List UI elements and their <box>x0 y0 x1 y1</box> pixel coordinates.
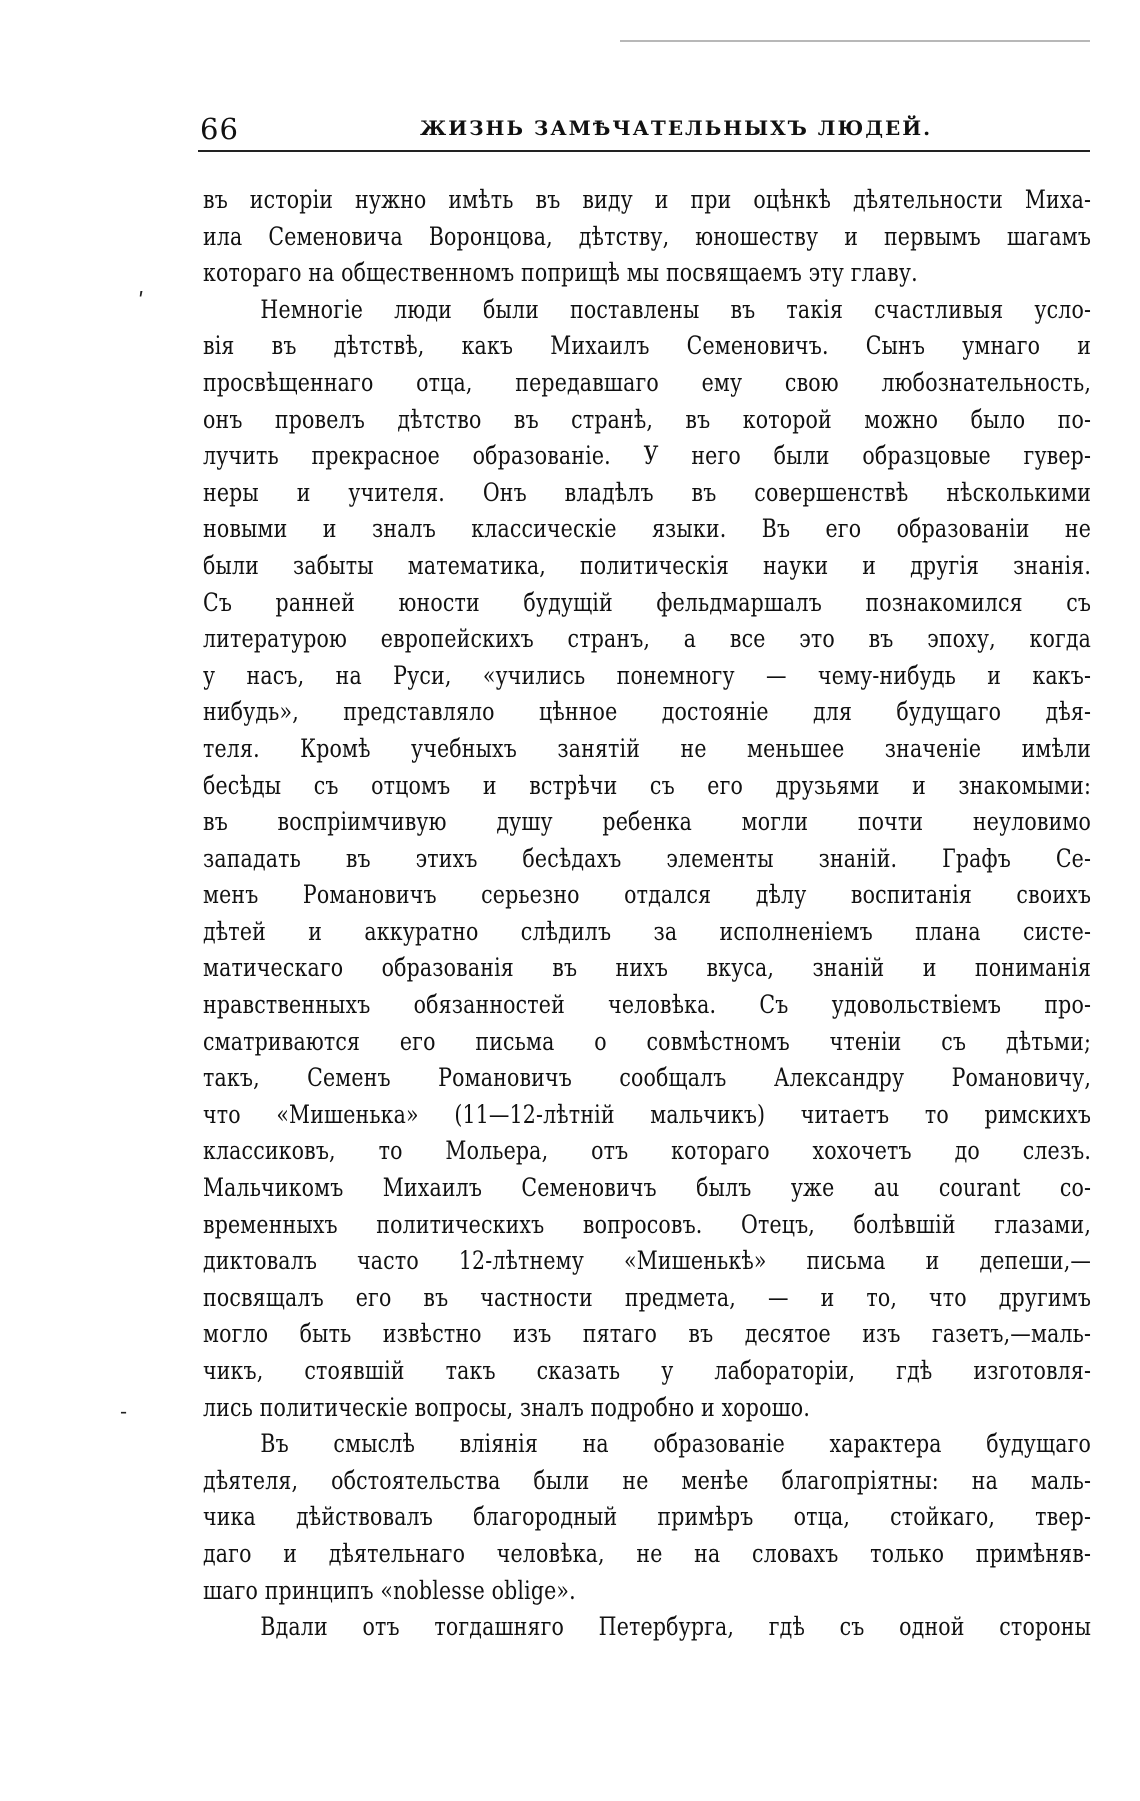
text-line: чика дѣйствовалъ благородный примѣръ отца, стойкаго, твер- <box>203 1502 1092 1532</box>
text-line: въ воспріимчивую душу ребенка могли почти неуловимо <box>203 807 1092 837</box>
text-line: посвящалъ его въ частности предмета, — и то, что другимъ <box>203 1282 1092 1312</box>
text-line: лись политическіе вопросы, зналъ подробно и хорошо. <box>203 1392 811 1422</box>
text-line: могло быть извѣстно изъ пятаго въ десятое изъ газетъ,—маль- <box>203 1319 1092 1349</box>
text-line: дѣятеля, обстоятельства были не менѣе благопріятны: на маль- <box>203 1465 1092 1495</box>
text-line: онъ провелъ дѣтство въ странѣ, въ которой можно было по- <box>203 404 1092 434</box>
text-line: временныхъ политическихъ вопросовъ. Отецъ, болѣвшій глазами, <box>203 1209 1092 1239</box>
text-line: что «Мишенька» (11—12-лѣтній мальчикъ) читаетъ то римскихъ <box>203 1099 1092 1129</box>
text-line: теля. Кромѣ учебныхъ занятій не меньшее значеніе имѣли <box>203 733 1092 763</box>
body-text <box>203 182 1091 1646</box>
text-line: неры и учителя. Онъ владѣлъ въ совершенствѣ нѣсколькими <box>203 477 1092 507</box>
text-line: нравственныхъ обязанностей человѣка. Съ удовольствіемъ про- <box>203 990 1092 1020</box>
text-line: лучить прекрасное образованіе. У него были образцовые гувер- <box>203 441 1092 471</box>
text-line: сматриваются его письма о совмѣстномъ чтеніи съ дѣтьми; <box>203 1026 1092 1056</box>
text-line: нибудь», представляло цѣнное достояніе для будущаго дѣя- <box>203 697 1092 727</box>
text-line: бесѣды съ отцомъ и встрѣчи съ его друзьями и знакомыми: <box>203 770 1092 800</box>
paragraph-start-line: Вдали отъ тогдашняго Петербурга, гдѣ съ одной стороны <box>260 1612 1092 1642</box>
header-rule <box>198 150 1090 152</box>
text-line: были забыты математика, политическія науки и другія знанія. <box>203 550 1092 580</box>
text-line: у насъ, на Руси, «учились понемногу — чему-нибудь и какъ- <box>203 660 1092 690</box>
text-line: новыми и зналъ классическіе языки. Въ его образованіи не <box>203 514 1092 544</box>
text-line: матическаго образованія въ нихъ вкуса, знаній и пониманія <box>203 953 1092 983</box>
text-line: просвѣщеннаго отца, передавшаго ему свою любознательность, <box>203 367 1092 397</box>
margin-mark-tick: ʹ <box>138 290 145 315</box>
text-line: дѣтей и аккуратно слѣдилъ за исполненіемъ плана систе- <box>203 916 1092 946</box>
text-line: чикъ, стоявшій такъ сказать у лабораторіи, гдѣ изготовля- <box>203 1356 1092 1385</box>
text-line: котораго на общественномъ поприщѣ мы посвящаемъ эту главу. <box>203 258 918 288</box>
text-line: такъ, Семенъ Романовичъ сообщалъ Александру Романовичу, <box>203 1063 1092 1093</box>
text-line: диктовалъ часто 12-лѣтнему «Мишенькѣ» письма и депеши,— <box>203 1246 1092 1276</box>
text-line: шаго принципъ «noblesse oblige». <box>203 1575 576 1605</box>
page-number: 66 <box>200 112 239 146</box>
text-line: даго и дѣятельнаго человѣка, не на словахъ только примѣняв- <box>203 1538 1092 1568</box>
paragraph-start-line: Въ смыслѣ вліянія на образованіе характера будущаго <box>260 1429 1092 1459</box>
text-line: западать въ этихъ бесѣдахъ элементы знаній. Графъ Се- <box>203 843 1092 873</box>
top-scan-rule <box>620 40 1090 42</box>
text-line: Мальчикомъ Михаилъ Семеновичъ былъ уже au courant со- <box>203 1173 1092 1203</box>
paragraph-start-line: Немногіе люди были поставлены въ такія счастливыя усло- <box>260 294 1092 324</box>
text-line: ила Семеновича Воронцова, дѣтству, юношеству и первымъ шагамъ <box>203 221 1092 251</box>
text-line: литературою европейскихъ странъ, а все это въ эпоху, когда <box>203 624 1092 654</box>
running-title: ЖИЗНЬ ЗАМѢЧАТЕЛЬНЫХЪ ЛЮДЕЙ. <box>420 116 933 140</box>
text-line: вія въ дѣтствѣ, какъ Михаилъ Семеновичъ. Сынъ умнаго и <box>203 331 1092 361</box>
text-line: Съ ранней юности будущій фельдмаршалъ познакомился съ <box>203 587 1092 617</box>
margin-mark-dash: ˗ <box>120 1400 128 1425</box>
page-header <box>200 112 1090 152</box>
text-line: классиковъ, то Мольера, отъ котораго хохочетъ до слезъ. <box>203 1136 1092 1166</box>
text-line: менъ Романовичъ серьезно отдался дѣлу воспитанія своихъ <box>203 880 1092 910</box>
text-line: въ исторіи нужно имѣть въ виду и при оцѣнкѣ дѣятельности Миха- <box>203 185 1092 214</box>
